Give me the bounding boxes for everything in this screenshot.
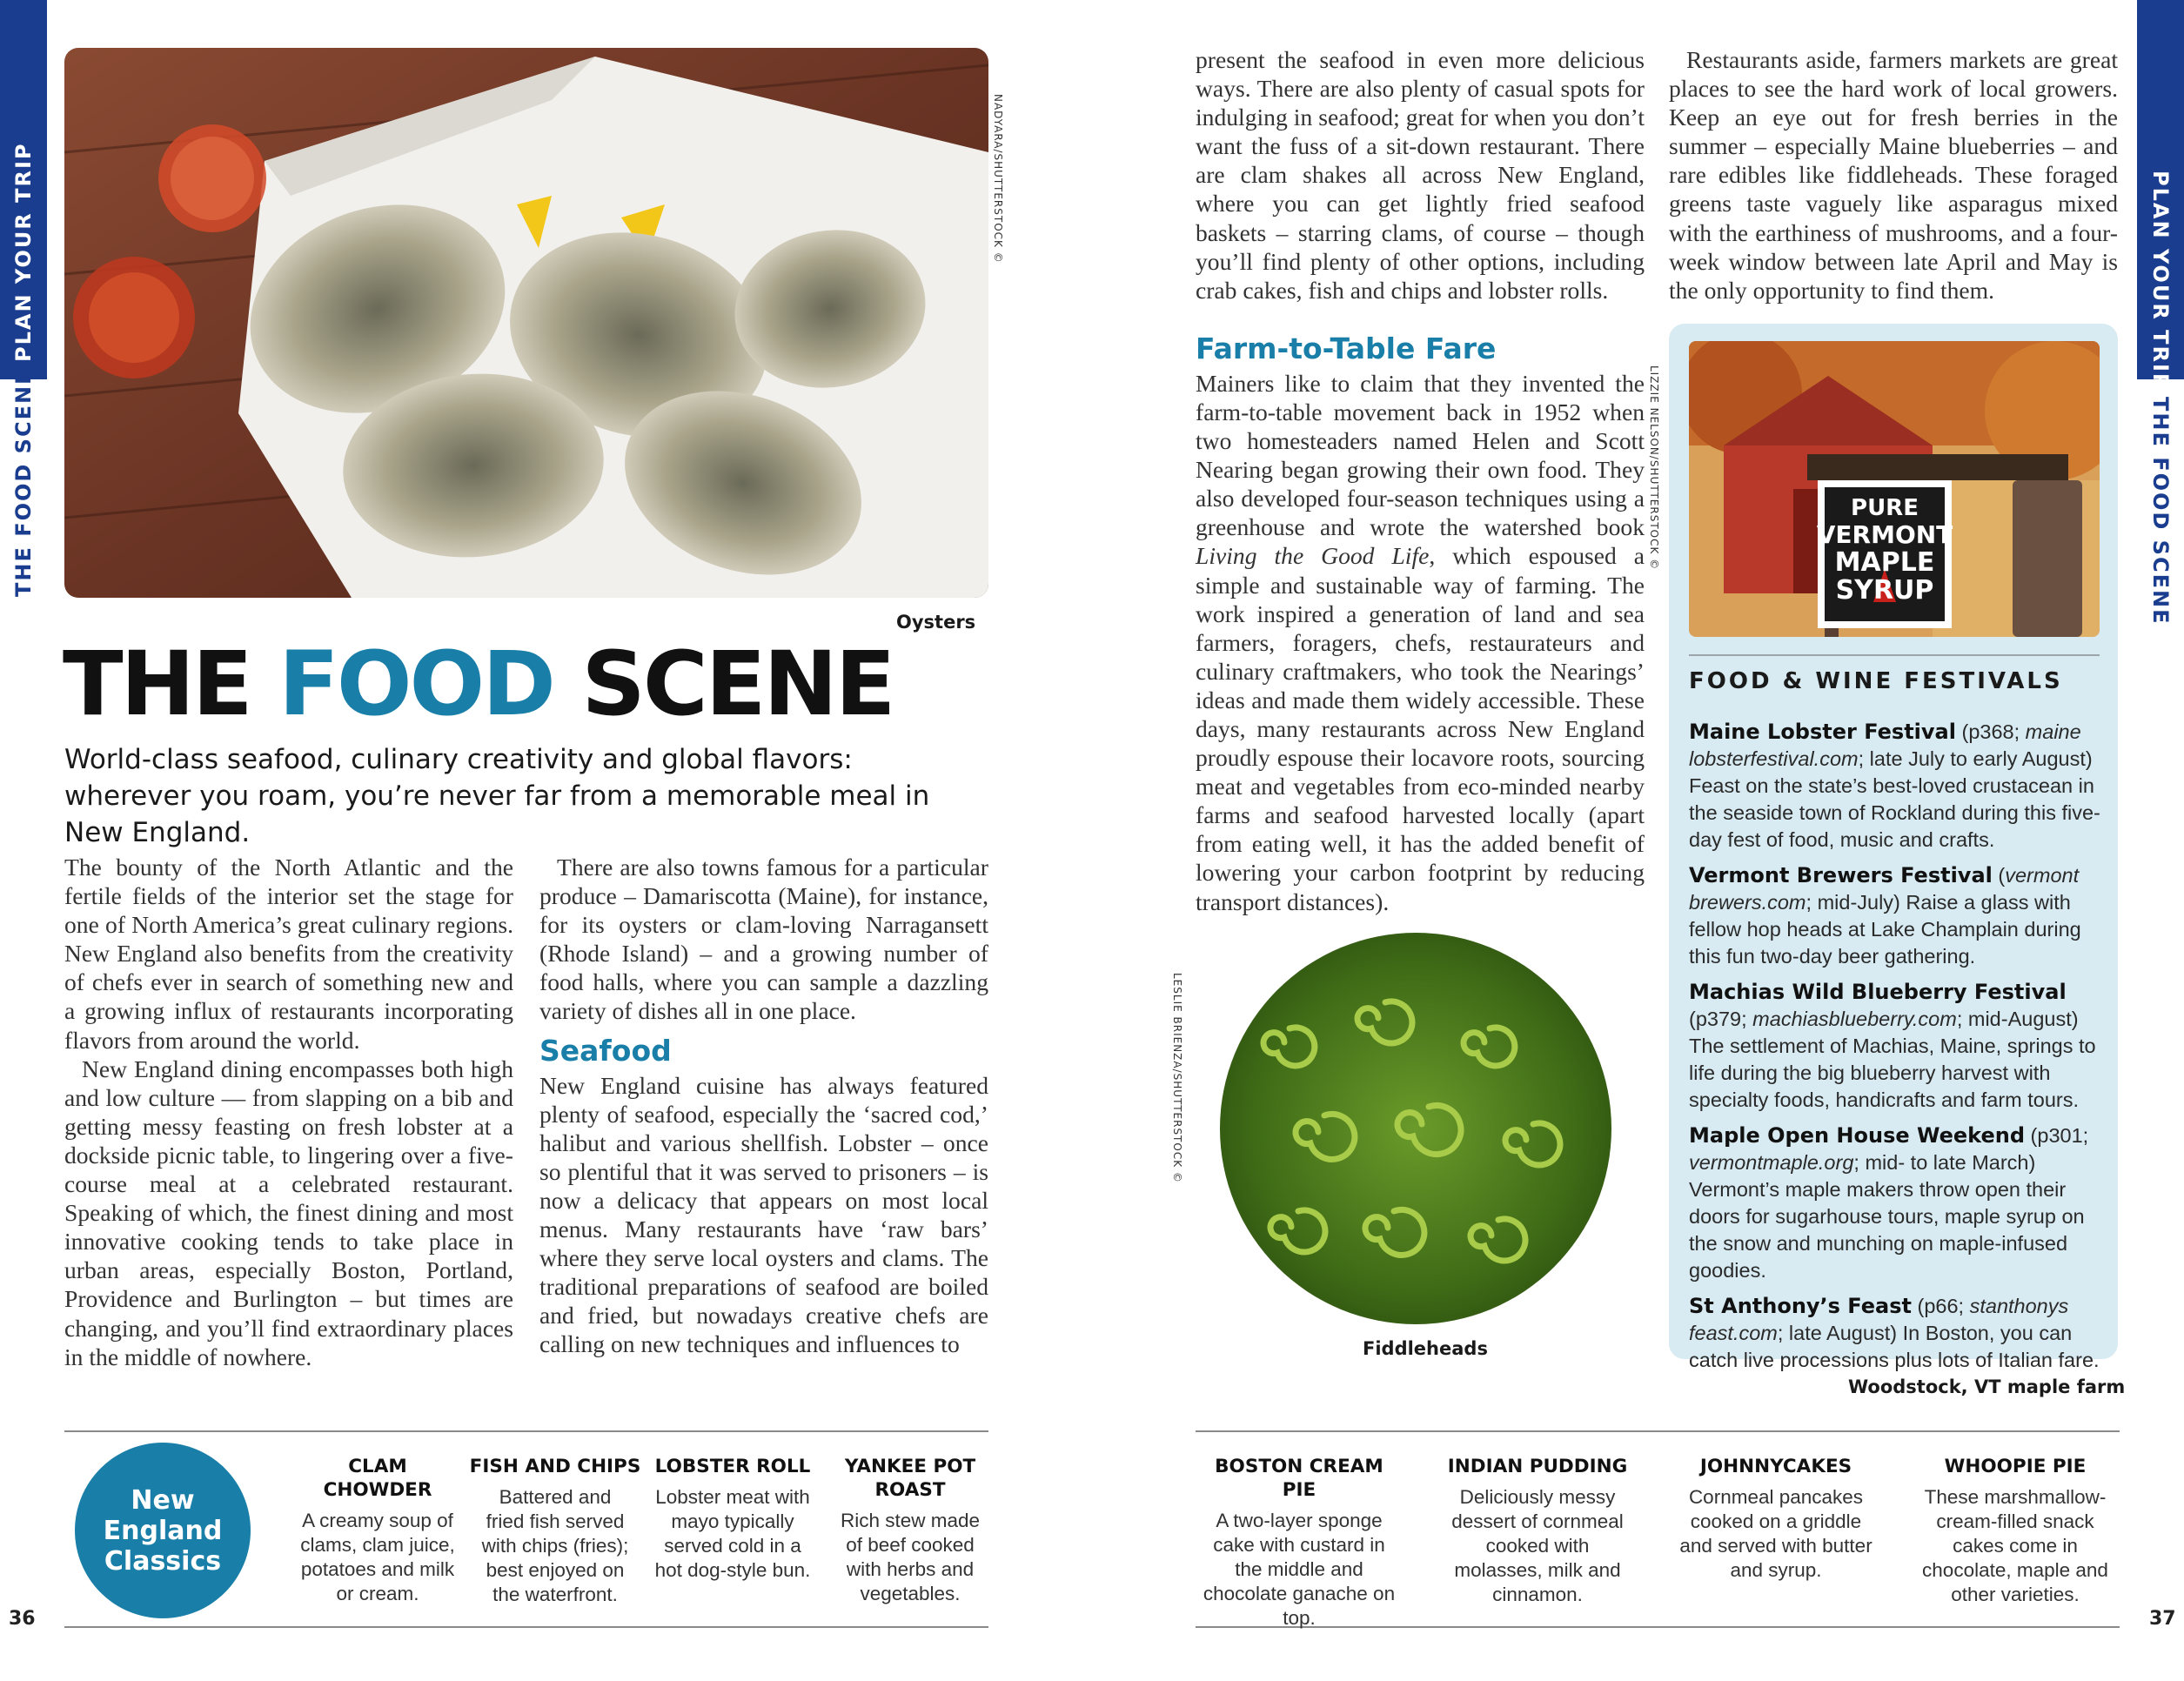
- oysters-illustration: [64, 48, 988, 598]
- festival-item: [1689, 979, 2103, 1114]
- maple-sign-line1: PURE: [1851, 495, 1919, 521]
- col3-p2-start: Mainers like to claim that they invented the farm-to-table movement back in 1952 when two homesteaders named Helen and Scott Nearing began growing their own food. They also developed four-season techniques using a greenhouse and wrote the watershed book: [1196, 369, 1645, 541]
- maple-sign-line2: VERMONT: [1816, 520, 1953, 549]
- dish-item: [646, 1455, 820, 1583]
- title-accent: FOOD: [278, 633, 553, 736]
- festival-ref: (p301;: [2025, 1124, 2089, 1147]
- dish-item: [1203, 1455, 1396, 1631]
- dish-item: [1439, 1455, 1636, 1607]
- col4-paragraph-1: Restaurants aside, farmers markets are great places to see the hard work of local growers. Keep an eye out for fresh berries in the summer – especially Maine blueberries – and rare edibles like fiddleheads. These foraged greens taste vaguely like asparagus mixed with the earthiness of mushrooms, and a four-week window between late April and May is the only opportunity to find them.: [1669, 46, 2118, 304]
- dish-name: WHOOPIE PIE: [1944, 1456, 2087, 1477]
- book-title: Living the Good Life: [1196, 542, 1430, 570]
- dish-description: Rich stew made of beef cooked with herbs and vegetables.: [840, 1510, 981, 1604]
- oysters-photo-credit: NADYARA/SHUTTERSTOCK ©: [992, 94, 1004, 264]
- festival-description: ; late August) In Boston, you can catch live processions plus lots of Italian fare.: [1689, 1322, 2100, 1371]
- dish-description: Cornmeal pancakes cooked on a griddle and served with butter and syrup.: [1679, 1486, 1872, 1581]
- dish-item: [291, 1455, 465, 1606]
- badge-line: Classics: [104, 1545, 222, 1577]
- festival-description: ; late July to early August) Feast on the state’s best-loved crustacean in the seaside town of Rockland during this five-day fest of food, music and crafts.: [1689, 747, 2100, 851]
- classics-badge: [75, 1443, 251, 1618]
- festival-name: Vermont Brewers Festival: [1689, 863, 1993, 887]
- festival-description: ; mid-August) The settlement of Machias, Maine, springs to life during the big blueberry harvest with specialty foods, handicrafts and farm tours.: [1689, 1008, 2096, 1111]
- oysters-caption: Oysters: [896, 612, 976, 633]
- dish-name: JOHNNYCAKES: [1699, 1456, 1852, 1477]
- dish-name: INDIAN PUDDING: [1447, 1456, 1628, 1477]
- col3-paragraph-2: [1196, 369, 1645, 916]
- dish-item: [1918, 1455, 2113, 1607]
- seafood-heading: Seafood: [539, 1033, 672, 1068]
- festivals-rule: [1689, 654, 2100, 656]
- dish-item: [468, 1455, 642, 1607]
- dish-item: [823, 1455, 997, 1606]
- maple-photo-credit: LIZZIE NELSON/SHUTTERSTOCK ©: [1648, 365, 1660, 571]
- col3-paragraph-1: present the seafood in even more delicious ways. There are also plenty of casual spots for indulging in seafood; great for when you don’t want the fuss of a sit-down restaurant. There are clam shakes all across New England, where you can get lightly fried seafood baskets – starring clams, of course – though you’ll find plenty of other options, including crab cakes, fish and chips and lobster rolls.: [1196, 46, 1645, 304]
- farm-to-table-heading: Farm-to-Table Fare: [1196, 331, 1497, 365]
- dish-description: These marshmallow-cream-filled snack cakes come in chocolate, maple and other varieties.: [1922, 1486, 2108, 1605]
- maple-farm-illustration: [1689, 341, 2100, 637]
- dish-description: Lobster meat with mayo typically served cold in a hot dog-style bun.: [654, 1486, 811, 1581]
- dish-name: YANKEE POT ROAST: [844, 1456, 976, 1501]
- festivals-title: FOOD & WINE FESTIVALS: [1689, 668, 2063, 694]
- fiddleheads-illustration: [1220, 933, 1611, 1324]
- festival-website: vermont brewers.com: [1689, 864, 2080, 914]
- festival-name: Machias Wild Blueberry Festival: [1689, 980, 2067, 1004]
- body-column-4: [1669, 45, 2118, 305]
- badge-line: New: [131, 1484, 195, 1516]
- dish-description: A creamy soup of clams, clam juice, potatoes and milk or cream.: [300, 1510, 455, 1604]
- dish-name: BOSTON CREAM PIE: [1215, 1456, 1383, 1501]
- body-column-1: [64, 853, 513, 1371]
- body-column-3: [1196, 45, 1645, 916]
- right-section-label: PLAN YOUR TRIP: [2148, 171, 2173, 391]
- fiddleheads-caption: Fiddleheads: [1363, 1338, 1488, 1359]
- title-part1: THE: [63, 633, 279, 736]
- classics-top-rule-left: [64, 1430, 988, 1432]
- festival-name: Maine Lobster Festival: [1689, 720, 1956, 744]
- maple-caption: Woodstock, VT maple farm: [1848, 1376, 2126, 1397]
- dish-name: LOBSTER ROLL: [654, 1456, 811, 1477]
- festival-ref: (p379;: [1689, 1008, 1753, 1030]
- dish-description: Deliciously messy dessert of cornmeal cooked with molasses, milk and cinnamon.: [1451, 1486, 1624, 1605]
- festival-ref: (p66;: [1911, 1295, 1970, 1317]
- right-chapter-label: THE FOOD SCENE: [2148, 397, 2173, 626]
- intro-text: World-class seafood, culinary creativity and global flavors: wherever you roam, you’re never far from a memorable meal in New England.: [64, 744, 930, 848]
- festival-item: [1689, 719, 2103, 854]
- title-part3: SCENE: [553, 633, 894, 736]
- festival-description: ; mid- to late March) Vermont’s maple makers throw open their doors for sugarhouse tours, maple syrup on the snow and munching on maple-infused goodies.: [1689, 1151, 2085, 1282]
- fiddleheads-photo: [1220, 933, 1611, 1324]
- festival-item: [1689, 862, 2103, 970]
- dish-name: CLAM CHOWDER: [323, 1456, 432, 1501]
- maple-sign-line3: MAPLE: [1834, 547, 1935, 578]
- festival-name: Maple Open House Weekend: [1689, 1123, 2026, 1148]
- page-number-left: 36: [9, 1608, 36, 1630]
- left-section-label: PLAN YOUR TRIP: [11, 142, 36, 362]
- festival-description: ; mid-July) Raise a glass with fellow hop heads at Lake Champlain during this fun two-day beer gathering.: [1689, 891, 2081, 968]
- col1-paragraph-1: The bounty of the North Atlantic and the fertile fields of the interior set the stage for one of North America’s great culinary regions. New England also benefits from the creativity of chefs ever in search of something new and a growing influx of restaurants incorporating flavors from around the world.: [64, 854, 513, 1054]
- body-column-2: [539, 853, 988, 1359]
- dish-description: Battered and fried fish served with chips (fries); best enjoyed on the waterfront.: [481, 1486, 629, 1605]
- classics-top-rule-right: [1196, 1430, 2120, 1432]
- festival-website: maine lobsterfestival.com: [1689, 720, 2081, 770]
- festival-website: stanthonys feast.com: [1689, 1295, 2069, 1344]
- page-number-right: 37: [2149, 1608, 2176, 1630]
- festival-item: [1689, 1122, 2103, 1284]
- left-chapter-label: THE FOOD SCENE: [11, 368, 36, 597]
- col2-paragraph-2: New England cuisine has always featured plenty of seafood, especially the ‘sacred cod,’ halibut and various shellfish. Lobster – once so plentiful that it was served to prisoners – is now a delicacy that appears on most local menus. Many restaurants have ‘raw bars’ where they serve local oysters and clams. The traditional preparations of seafood are boiled and fried, but nowadays creative chefs are calling on new techniques and influences to: [539, 1071, 988, 1358]
- dish-name: FISH AND CHIPS: [469, 1456, 641, 1477]
- festivals-list: [1689, 719, 2103, 1383]
- dish-description: A two-layer sponge cake with custard in the middle and chocolate ganache on top.: [1203, 1510, 1396, 1629]
- maple-farm-photo: [1689, 341, 2100, 637]
- fiddleheads-photo-credit: LESLIE BRIENZA/SHUTTERSTOCK ©: [1171, 973, 1183, 1183]
- dish-item: [1676, 1455, 1876, 1583]
- col1-paragraph-2: New England dining encompasses both high and low culture — from slapping on a bib and getting messy feasting on fresh lobster at a dockside picnic table, to lingering over a five-course meal at a celebrated restaurant. Speaking of which, the finest dining and most innovative cooking tends to take place in urban areas, especially Boston, Portland, Providence and Burlington – but times are changing, and you’ll find extraordinary places in the middle of nowhere.: [64, 1055, 513, 1370]
- festival-website: machiasblueberry.com: [1752, 1008, 1957, 1030]
- classics-bottom-rule-left: [64, 1626, 988, 1628]
- col3-p2-end: , which espoused a simple and sustainable way of farming. The work inspired a generation of land and sea farmers, foragers, chefs, restaurateurs and culinary craftmakers, who took the Nearings’ ideas and made them widely accessible. These days, many restaurants across New England proudly espouse their locavore roots, sourcing meat and vegetables from eco-minded nearby farms and seafood harvested locally (apart from eating well, it has the added benefit of lowering your carbon footprint by reducing transport distances).: [1196, 542, 1645, 915]
- festival-website: vermontmaple.org: [1689, 1151, 1854, 1174]
- col2-paragraph-1: There are also towns famous for a particular produce – Damariscotta (Maine), for instance, for its oysters or clam-loving Narragansett (Rhode Island) – and a growing number of food halls, where you can sample a dazzling variety of dishes all in one place.: [539, 854, 988, 1025]
- festival-item: [1689, 1293, 2103, 1374]
- festival-ref: (p368;: [1955, 720, 2026, 743]
- oysters-photo: [64, 48, 988, 598]
- festival-name: St Anthony’s Feast: [1689, 1294, 1912, 1318]
- page-title: [63, 633, 894, 736]
- maple-sign-line4: SYRUP: [1835, 575, 1934, 606]
- festival-ref: (: [1992, 864, 2006, 887]
- badge-line: England: [103, 1515, 223, 1546]
